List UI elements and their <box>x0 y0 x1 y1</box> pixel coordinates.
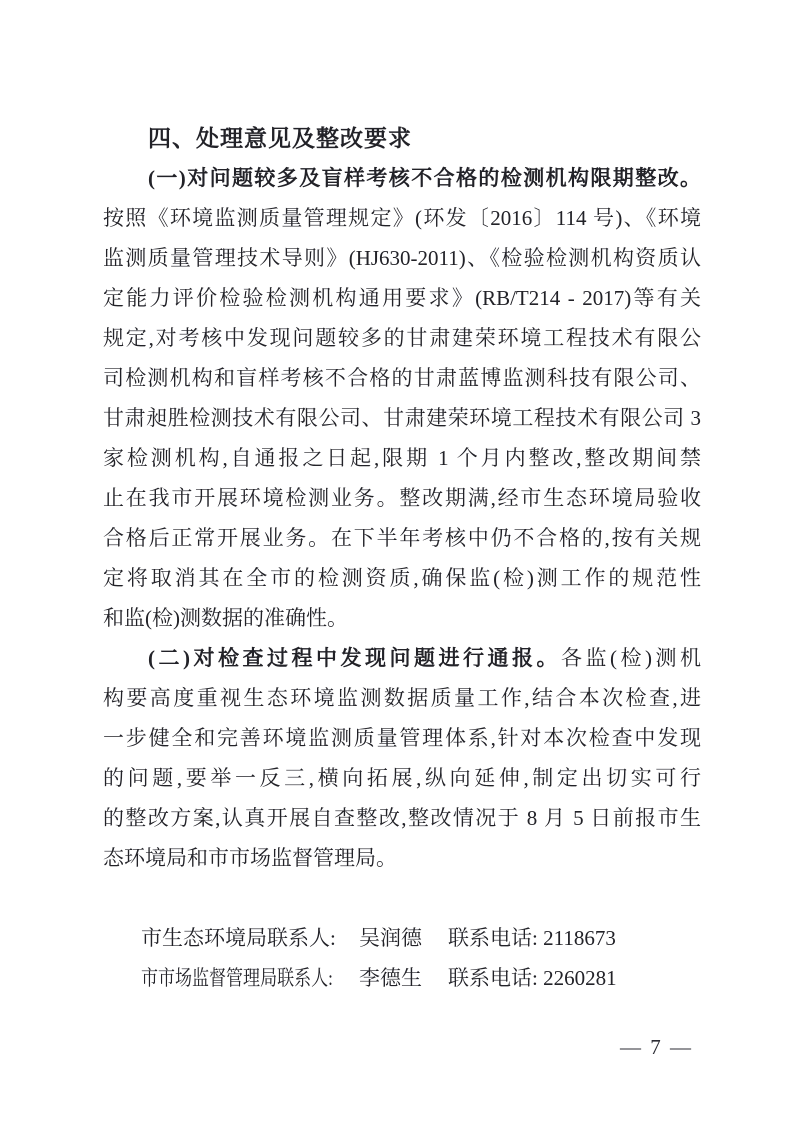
body-line: 定能力评价检验检测机构通用要求》(RB/T214 - 2017)等有关 <box>103 286 701 310</box>
contact-name: 李德生 <box>359 966 422 990</box>
phone-number: 2260281 <box>543 966 617 990</box>
body-line: 按照《环境监测质量管理规定》(环发〔2016〕114 号)、《环境 <box>103 206 701 230</box>
body-line: 规定,对考核中发现问题较多的甘肃建荣环境工程技术有限公 <box>103 326 701 350</box>
contact-label: 市生态环境局联系人: <box>141 926 336 950</box>
contact-name: 吴润德 <box>359 926 422 950</box>
body-line: 止在我市开展环境检测业务。整改期满,经市生态环境局验收 <box>103 486 701 510</box>
phone-label: 联系电话: <box>448 926 538 950</box>
body-line: 定将取消其在全市的检测资质,确保监(检)测工作的规范性 <box>103 566 701 590</box>
body-line: 的问题,要举一反三,横向拓展,纵向延伸,制定出切实可行 <box>103 766 701 790</box>
body-line: 司检测机构和盲样考核不合格的甘肃蓝博监测科技有限公司、 <box>103 366 701 390</box>
body-line: 合格后正常开展业务。在下半年考核中仍不合格的,按有关规 <box>103 526 701 550</box>
contact-phone <box>448 918 616 958</box>
body-line: 家检测机构,自通报之日起,限期 1 个月内整改,整改期间禁 <box>103 446 701 470</box>
text-block <box>103 118 701 878</box>
phone-label: 联系电话: <box>448 966 538 990</box>
paragraph-2-lead-bold: (二)对检查过程中发现问题进行通报。 <box>148 646 561 670</box>
paragraph-1-last-line: 和监(检)测数据的准确性。 <box>103 606 348 630</box>
body-line: 监测质量管理技术导则》(HJ630-2011)、《检验检测机构资质认 <box>103 246 701 270</box>
section-heading: 四、处理意见及整改要求 <box>148 125 412 151</box>
paragraph-2-last-line: 态环境局和市市场监督管理局。 <box>103 846 397 870</box>
contact-row <box>103 918 701 958</box>
body-line: 构要高度重视生态环境监测数据质量工作,结合本次检查,进 <box>103 686 701 710</box>
phone-number: 2118673 <box>543 926 616 950</box>
paragraph-1-lead-line: (一)对问题较多及盲样考核不合格的检测机构限期整改。 <box>148 166 701 190</box>
body-line: 一步健全和完善环境监测质量管理体系,针对本次检查中发现 <box>103 726 701 750</box>
body-line: 的整改方案,认真开展自查整改,整改情况于 8 月 5 日前报市生 <box>103 806 701 830</box>
contacts-block <box>103 918 701 998</box>
paragraph-2-lead-rest: 各监(检)测机 <box>561 646 701 670</box>
body-line: 甘肃昶胜检测技术有限公司、甘肃建荣环境工程技术有限公司 3 <box>103 406 701 430</box>
contact-label: 市市场监督管理局联系人: <box>141 966 333 990</box>
contact-phone <box>448 958 617 998</box>
page-number: — 7 — <box>620 1035 693 1059</box>
contact-row <box>103 958 701 998</box>
paragraph-2-lead-line <box>103 638 701 678</box>
